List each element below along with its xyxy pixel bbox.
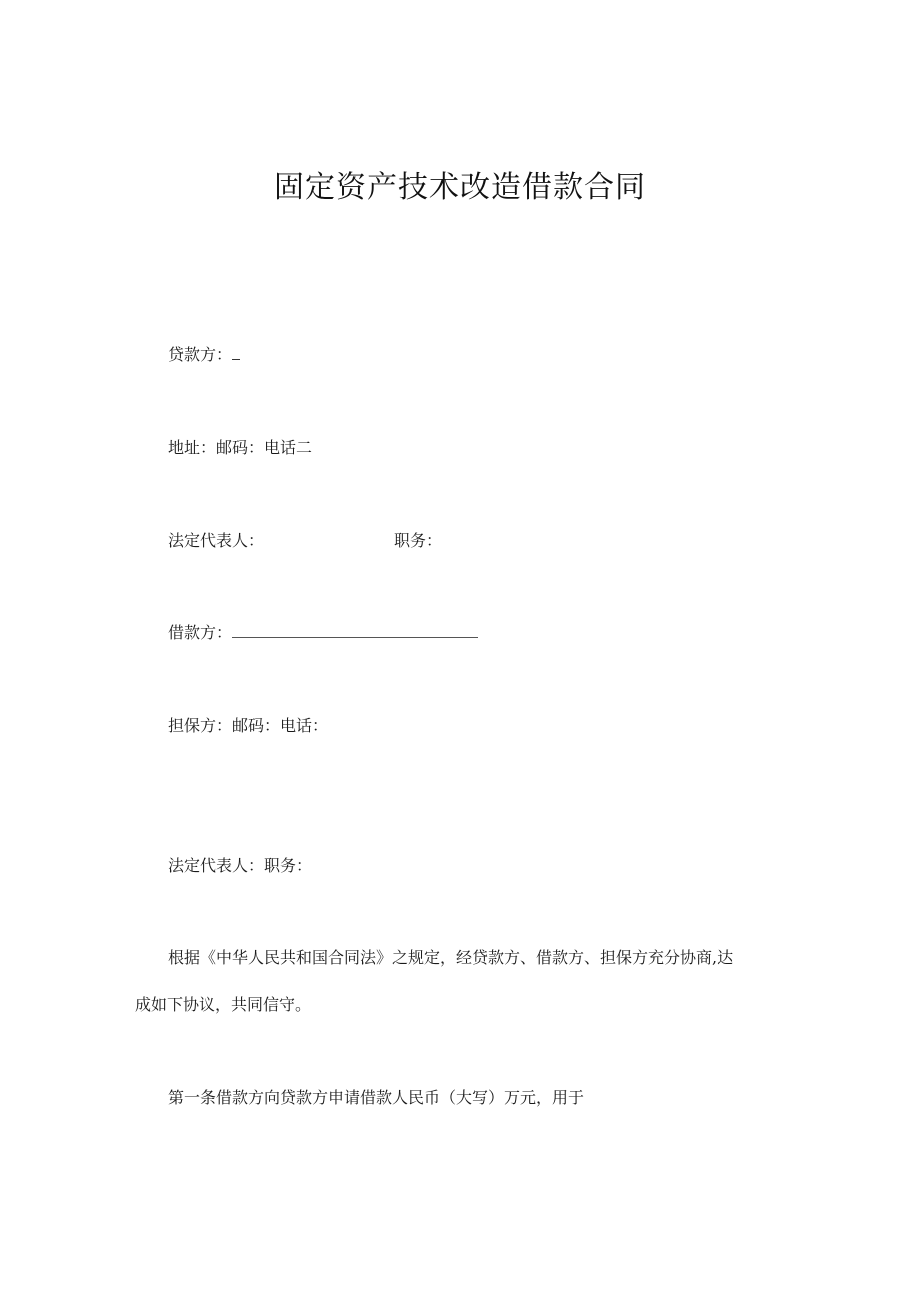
lender-representative-line: [168, 530, 442, 552]
lender-label: 贷款方：: [168, 345, 233, 364]
article-1-line: 第一条借款方向贷款方申请借款人民币（大写）万元，用于: [168, 1088, 585, 1107]
guarantor-line: 担保方：邮码：电话：: [168, 716, 329, 735]
contract-title: 固定资产技术改造借款合同: [274, 170, 646, 205]
lender-rep-label: 法定代表人：: [168, 531, 265, 550]
lender-line: [168, 344, 240, 366]
preamble-line-1: 根据《中华人民共和国合同法》之规定，经贷款方、借款方、担保方充分协商,达: [168, 948, 734, 967]
borrower-line: [168, 622, 478, 644]
preamble-line-2: 成如下协议，共同信守。: [135, 995, 312, 1014]
borrower-blank: [232, 623, 478, 638]
lender-address-line: 地址：邮码：电话二: [168, 438, 313, 457]
lender-rep-position-label: 职务：: [394, 531, 443, 550]
lender-blank: [232, 345, 240, 360]
guarantor-representative-line: 法定代表人：职务：: [168, 856, 313, 875]
borrower-label: 借款方：: [168, 623, 233, 642]
